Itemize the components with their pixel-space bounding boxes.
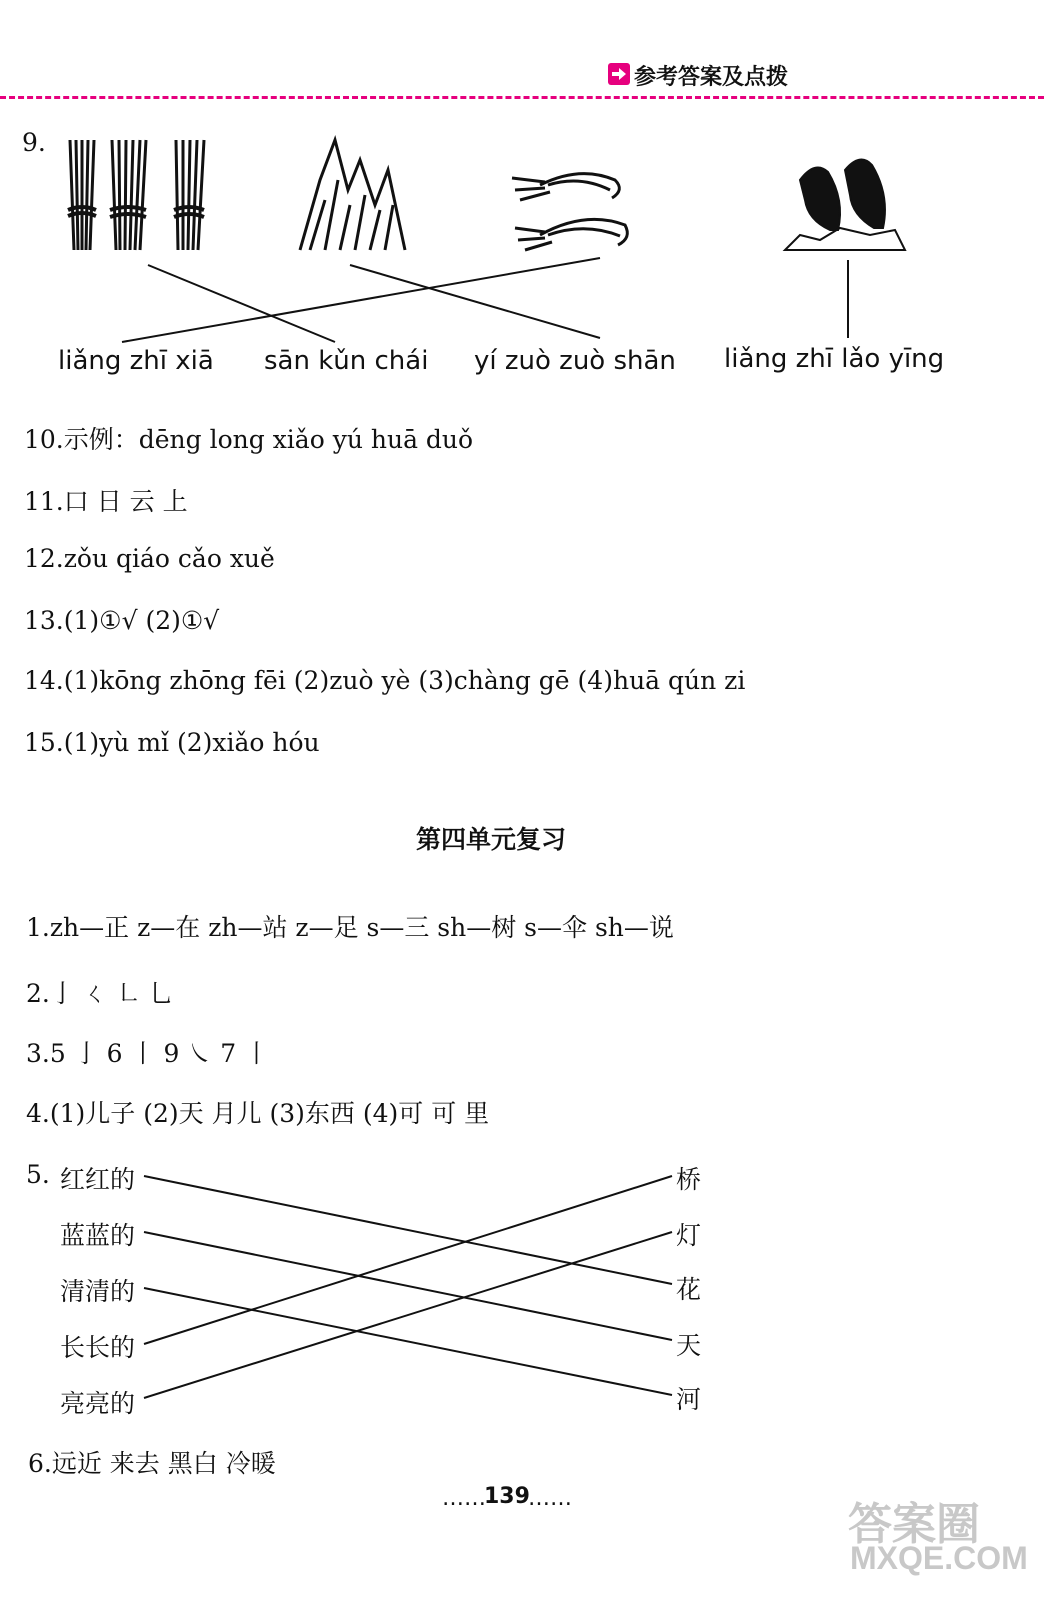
answer-14: 14.(1)kōng zhōng fēi (2)zuò yè (3)chàng gē (4)huā qún zi [24, 666, 746, 695]
match-right-3: 花 [676, 1275, 702, 1304]
match-right-2: 灯 [676, 1221, 702, 1250]
pinyin-option-4: liǎng zhī lǎo yīng [724, 344, 945, 374]
question-9-number: 9. [22, 128, 46, 157]
unit4-answer-6: 6.远近 来去 黑白 冷暖 [28, 1449, 276, 1478]
match-right-1: 桥 [676, 1165, 702, 1194]
answer-15: 15.(1)yù mǐ (2)xiǎo hóu [24, 728, 320, 757]
firewood-bundles-icon [68, 140, 204, 250]
pinyin-option-2: sān kǔn chái [264, 346, 429, 376]
matching-lines [122, 258, 848, 342]
match-left-4: 长长的 [60, 1333, 136, 1362]
match-left-1: 红红的 [60, 1165, 136, 1194]
answer-13: 13.(1)①√ (2)①√ [24, 606, 220, 635]
unit4-answer-3: 3.5 亅 6 丨 9 ㇏ 7 丨 [26, 1039, 270, 1068]
eagles-icon [785, 160, 905, 250]
question-9-illustrations [0, 110, 1044, 370]
answer-11: 11.口 日 云 上 [24, 487, 188, 516]
pinyin-option-3: yí zuò zuò shān [474, 346, 676, 376]
header-divider [0, 96, 1044, 99]
section-title: 第四单元复习 [416, 825, 567, 854]
match-left-2: 蓝蓝的 [60, 1221, 136, 1250]
answer-10: 10.示例：dēng long xiǎo yú huā duǒ [24, 425, 474, 454]
match-right-5: 河 [676, 1385, 702, 1414]
match-left-3: 清清的 [60, 1277, 136, 1306]
pinyin-option-1: liǎng zhī xiā [58, 346, 214, 376]
match-left-5: 亮亮的 [60, 1389, 136, 1418]
arrow-icon [608, 63, 630, 85]
page-number-dots-left: …… [442, 1486, 486, 1511]
answer-12: 12.zǒu qiáo cǎo xuě [24, 544, 275, 573]
question-5-number: 5. [26, 1160, 50, 1189]
unit4-answer-1: 1.zh—正 z—在 zh—站 z—足 s—三 sh—树 s—伞 sh—说 [26, 913, 674, 942]
match-right-4: 天 [676, 1331, 702, 1360]
header-title: 参考答案及点拨 [634, 64, 789, 90]
shrimp-icon [512, 174, 627, 250]
page-number: 139 [484, 1484, 530, 1509]
question-5-lines [0, 1150, 1044, 1420]
unit4-answer-4: 4.(1)儿子 (2)天 月儿 (3)东西 (4)可 可 里 [26, 1099, 490, 1128]
mountains-icon [300, 140, 405, 250]
page-number-dots-right: …… [528, 1486, 572, 1511]
unit4-answer-2: 2.亅 ㄑ ㇗ 乚 [26, 979, 174, 1008]
watermark-url: MXQE.COM [850, 1540, 1028, 1576]
watermark-logo: 答案圈 [848, 1500, 980, 1549]
